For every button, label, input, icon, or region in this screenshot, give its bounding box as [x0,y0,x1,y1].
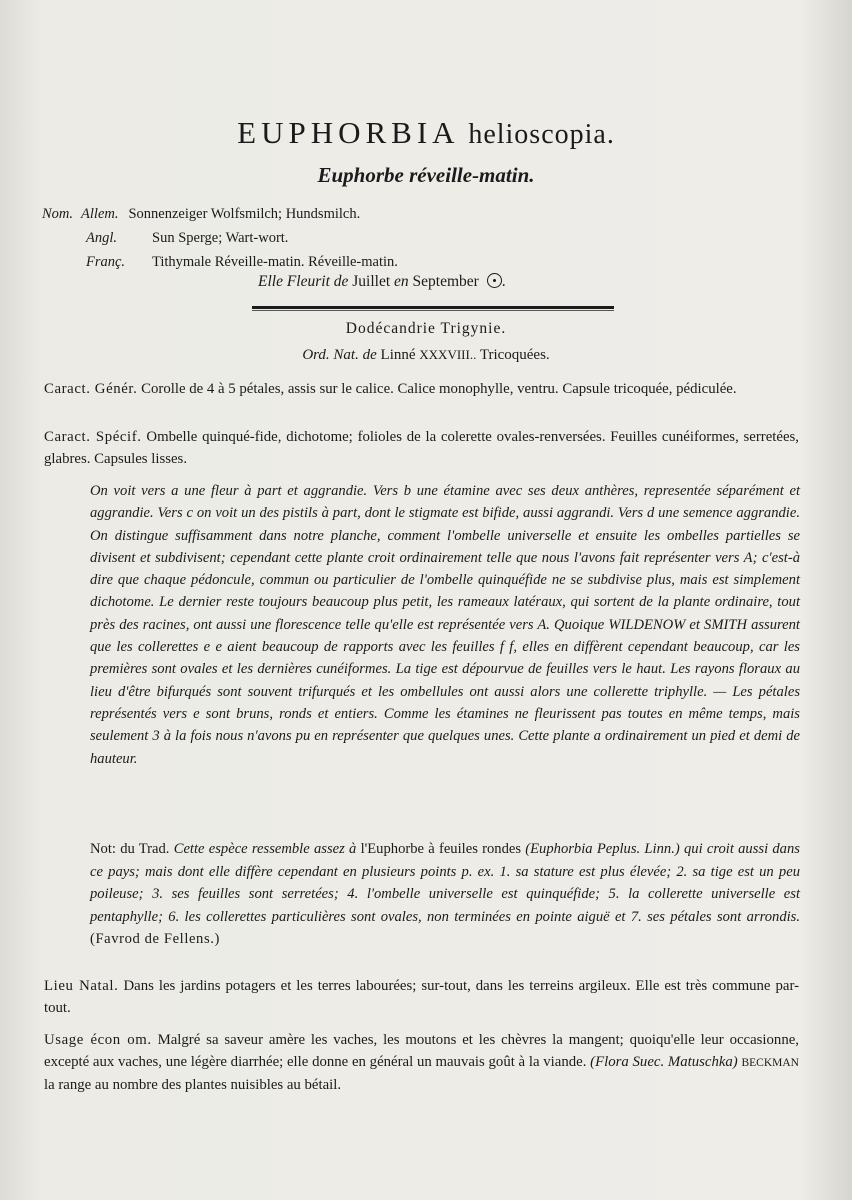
ord-number: XXXVIII.. [419,347,477,362]
linnaean-class: Dodécandrie Trigynie. [345,320,507,337]
note-text-2: qui croit aussi dans ce pays; mais dont elle diffère cependant en plusieurs points p. ex. 1. sa stature est plus élevée; 2. sa tige est un peu poileuse; 3. ses feuilles sont serretées; 4. l'ombelle universelle est quinquéfide; 5. la collerette universelle est pentaphylle; 6. les collerettes particulières sont ovales, non terminées en pointe aiguë et 7. ses pétales sont arrondis. [90,841,800,925]
lieu-text: Dans les jardins potagers et les terres labourées; sur-tout, dans les terreins argileux. Elle est très commune par-tout. [44,978,799,1016]
divider-rule [252,306,614,309]
allem-label: Allem. [81,206,119,222]
sun-symbol-icon [487,273,502,288]
note-plain-1: l'Euphorbe à feuiles rondes [360,841,522,857]
translator-note [90,838,800,951]
ord-de: de [362,347,377,363]
note-author: (Favrod de Fellens.) [90,931,220,947]
native-habitat [44,975,799,1019]
specif-label: Caract. Spécif. [44,429,142,445]
generic-characters [44,378,799,400]
franc-label: Franç. [86,254,126,270]
lieu-label: Lieu Natal. [44,978,119,994]
note-text-1: Cette espèce ressemble assez à [173,841,357,857]
page-title [0,115,852,151]
title-species: helioscopia. [468,119,615,150]
usage-author: BECKMAN [741,1057,799,1069]
usage-text-1: Malgré sa saveur amère les vaches, les moutons et les chèvres la mangent; quoiqu'elle leur occasionne, excepté aux vaches, une légère diarrhée; elle donne en général un mauvais goût à la viande. [44,1032,799,1070]
flowering-period: Elle Fleurit de Juillet en September . [258,273,506,290]
usage-ref: (Flora Suec. Matuschka) [590,1054,738,1070]
allem-value: Sonnenzeiger Wolfsmilch; Hundsmilch. [128,206,361,222]
ord-family: Tricoquées. [479,347,550,363]
note-paren: (Euphorbia Peplus. Linn.) [525,841,680,857]
specif-text: Ombelle quinqué-fide, dichotome; folioles de la colerette ovales-renversées. Feuilles cunéiformes, serretées, glabres. Capsules lisses. [44,429,800,467]
flowering-from: Juillet [352,273,391,290]
angl-value: Sun Sperge; Wart-wort. [152,230,289,246]
franc-value: Tithymale Réveille-matin. Réveille-matin. [152,254,398,270]
observations-paragraph: On voit vers a une fleur à part et aggrandie. Vers b une étamine avec ses deux anthères, representée séparément et aggrandie. Vers c on voit un des pistils à part, dont le stigmate est bifide, aussi aggrandi. Vers d une semence aggrandie. On distingue suffisamment dans notre planche, comment l'ombelle universelle et ensuite les ombelles partielles se divisent et subdivisent; cependant cette plante croit ordinairement telle que nous l'avons fait représenter vers A; c'est-à dire que chaque pédoncule, commun ou particulier de l'ombelle quinquéfide ne se subdivise plus, mais est simplement dichotome. Le dernier reste toujours beaucoup plus petit, les rameaux latéraux, qui sortent de la plante ordinaire, tout près des racines, ont aussi une florescence telle qu'elle est représentée vers A. Quoique WILDENOW et SMITH assurent que les collerettes e e aient beaucoup de rapports avec les feuilles f f, elles en diffèrent cependant beaucoup, car les premières sont ovales et les dernières cunéiformes. La tige est dépourvue de feuilles vers le haut. Les rayons floraux au lieu d'être bifurqués sont souvent trifurqués et les ombellules ont aussi alors une collerette triphylle. — Les pétales représentés vers e sont bruns, ronds et entiers. Comme les étamines ne fleurissent pas toutes en même temps, mais seulement 3 à la fois nous n'avons pu en représenter que quelques unes. Cette plante a ordinairement un pied et demi de hauteur. [90,483,800,767]
usage-label: Usage écon om. [44,1032,152,1048]
flowering-prefix: Elle Fleurit de [258,273,349,290]
gener-text: Corolle de 4 à 5 pétales, assis sur le calice. Calice monophylle, ventru. Capsule tricoquée, pédiculée. [141,381,737,397]
natural-order [0,347,852,364]
common-names [42,202,398,274]
angl-label: Angl. [86,230,118,246]
nom-label: Nom. [42,206,74,222]
usage-text-2: la range au nombre des plantes nuisibles au bétail. [44,1077,342,1093]
gener-label: Caract. Génér. [44,381,138,397]
note-label: Not: du Trad. [90,841,170,857]
ord-author: Linné [380,347,416,363]
economic-usage [44,1029,799,1096]
names-row-allem [42,202,398,226]
page-subtitle: Euphorbe réveille-matin. [317,163,535,187]
ord-label: Ord. Nat. [302,347,359,363]
title-genus: EUPHORBIA [237,115,460,150]
flowering-to: September [412,273,479,290]
specific-characters [44,426,799,470]
flowering-en: en [394,273,409,290]
names-row-angl [86,226,398,250]
